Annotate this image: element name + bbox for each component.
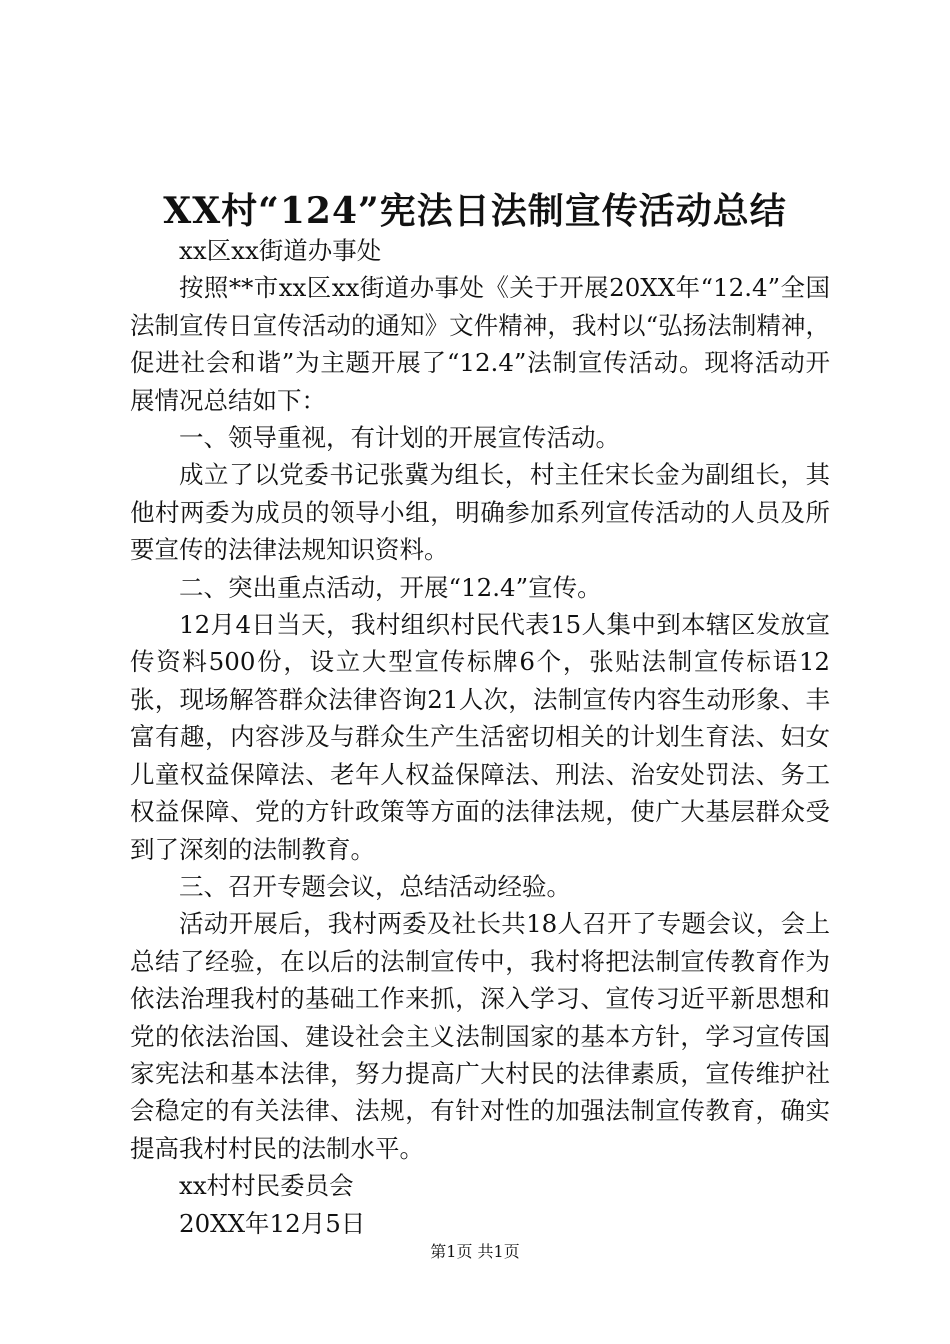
section-body-3: 活动开展后，我村两委及社长共18人召开了专题会议，会上总结了经验，在以后的法制宣传中，我村将把法制宣传教育作为依法治理我村的基础工作来抓，深入学习、宣传习近平新思想和党的依法治国、建设社会主义法制国家的基本方针，学习宣传国家宪法和基本法律，努力提高广大村民的法律素质，宣传维护社会稳定的有关法律、法规，有针对性的加强法制宣传教育，确实提高我村村民的法制水平。	[130, 909, 830, 1163]
section-body-1: 成立了以党委书记张冀为组长，村主任宋长金为副组长，其他村两委为成员的领导小组，明确参加系列宣传活动的人员及所要宣传的法律法规知识资料。	[130, 460, 830, 565]
addressee: xx区xx街道办事处	[179, 236, 382, 265]
section-heading-2: 二、突出重点活动，开展“12.4”宣传。	[179, 572, 602, 602]
section-heading-1: 一、领导重视，有计划的开展宣传活动。	[179, 423, 620, 453]
section-body-2: 12月4日当天，我村组织村民代表15人集中到本辖区发放宣传资料500份，设立大型宣传标牌6个，张贴法制宣传标语12张，现场解答群众法律咨询21人次，法制宣传内容生动形象、丰富有趣，内容涉及与群众生产生活密切相关的计划生育法、妇女儿童权益保障法、老年人权益保障法、刑法、治安处罚法、务工权益保障、党的方针政策等方面的法律法规，使广大基层群众受到了深刻的法制教育。	[130, 610, 830, 864]
document-title: XX村“124”宪法日法制宣传活动总结	[163, 190, 787, 232]
page-footer: 第1页 共1页	[430, 1242, 520, 1261]
document-body	[130, 232, 830, 1242]
signature-organization: xx村村民委员会	[179, 1171, 354, 1201]
signature-date: 20XX年12月5日	[179, 1208, 366, 1238]
section-heading-3: 三、召开专题会议，总结活动经验。	[179, 871, 571, 901]
intro-paragraph: 按照**市xx区xx街道办事处《关于开展20XX年“12.4”全国法制宣传日宣传活动的通知》文件精神，我村以“弘扬法制精神，促进社会和谐”为主题开展了“12.4”法制宣传活动。现将活动开展情况总结如下：	[130, 273, 830, 415]
